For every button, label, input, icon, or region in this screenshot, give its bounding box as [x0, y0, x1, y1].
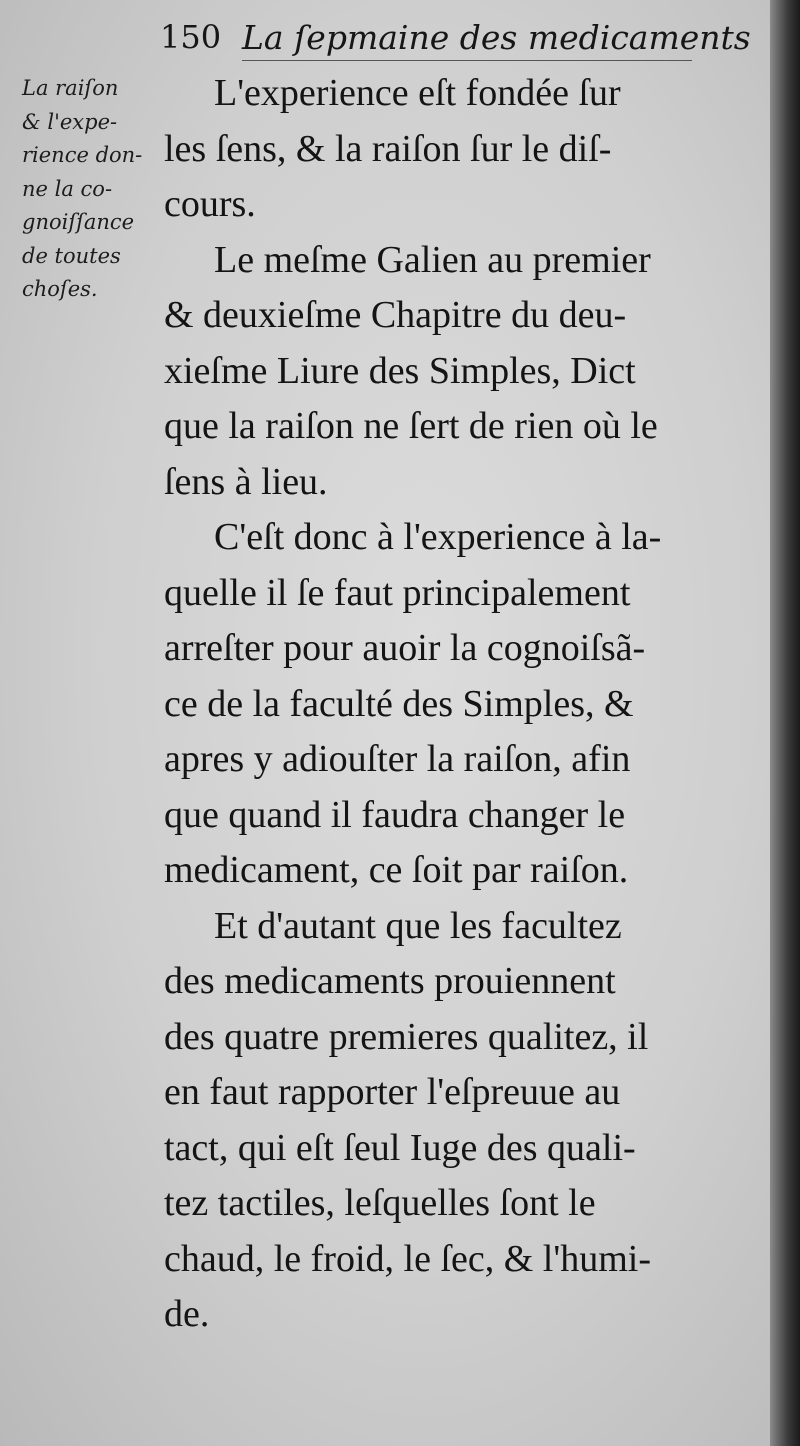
text-line: tez tactiles, leſquelles ſont le: [164, 1182, 596, 1224]
margin-note-line: choſes.: [22, 277, 98, 301]
text-line: arreſter pour auoir la cognoiſsã-: [164, 627, 646, 669]
text-line: cours.: [164, 183, 256, 225]
text-line: apres y adiouſter la raiſon, afin: [164, 738, 631, 780]
text-line: les ſens, & la raiſon ſur le diſ-: [164, 127, 612, 170]
text-line: Et d'autant que les facultez: [214, 904, 622, 947]
body-text: [164, 66, 739, 1343]
paragraph-1: [164, 66, 739, 233]
header-rule: [242, 60, 692, 61]
margin-note-line: La raiſon: [22, 76, 119, 100]
paragraph-3: [164, 510, 739, 899]
text-line: C'eſt donc à l'experience à la-: [214, 516, 662, 558]
text-line: des medicaments prouiennent: [164, 960, 616, 1002]
text-line: de.: [164, 1293, 210, 1335]
text-line: xieſme Liure des Simples, Dict: [164, 349, 636, 392]
text-line: quelle il ſe faut principalement: [164, 571, 631, 614]
text-line: & deuxieſme Chapitre du deu-: [164, 294, 627, 336]
text-line: en faut rapporter l'eſpreuue au: [164, 1071, 621, 1113]
text-line: que quand il faudra changer le: [164, 793, 626, 836]
margin-note-line: de toutes: [22, 243, 121, 268]
text-line: tact, qui eſt ſeul Iuge des quali-: [164, 1126, 636, 1169]
text-line: ce de la faculté des Simples, &: [164, 682, 634, 725]
margin-note-line: & l'expe-: [22, 109, 118, 134]
page-edge-shadow: [770, 0, 800, 1446]
running-head: La ſepmaine des medicaments: [242, 18, 751, 57]
page-number: 150: [160, 18, 222, 56]
margin-note: [22, 72, 157, 307]
paragraph-4: [164, 899, 739, 1343]
text-line: ſens à lieu.: [164, 460, 328, 503]
text-line: Le meſme Galien au premier: [214, 238, 651, 281]
text-line: L'experience eſt fondée ſur: [214, 72, 621, 114]
paragraph-2: [164, 233, 739, 511]
margin-note-line: rience don-: [22, 143, 143, 167]
page-header: [160, 14, 751, 64]
text-line: medicament, ce ſoit par raiſon.: [164, 849, 629, 891]
text-line: que la raiſon ne ſert de rien où le: [164, 405, 658, 447]
margin-note-line: gnoiſſance: [22, 210, 135, 234]
text-line: chaud, le froid, le ſec, & l'humi-: [164, 1237, 651, 1280]
text-line: des quatre premieres qualitez, il: [164, 1015, 649, 1058]
margin-note-line: ne la co-: [22, 176, 113, 201]
